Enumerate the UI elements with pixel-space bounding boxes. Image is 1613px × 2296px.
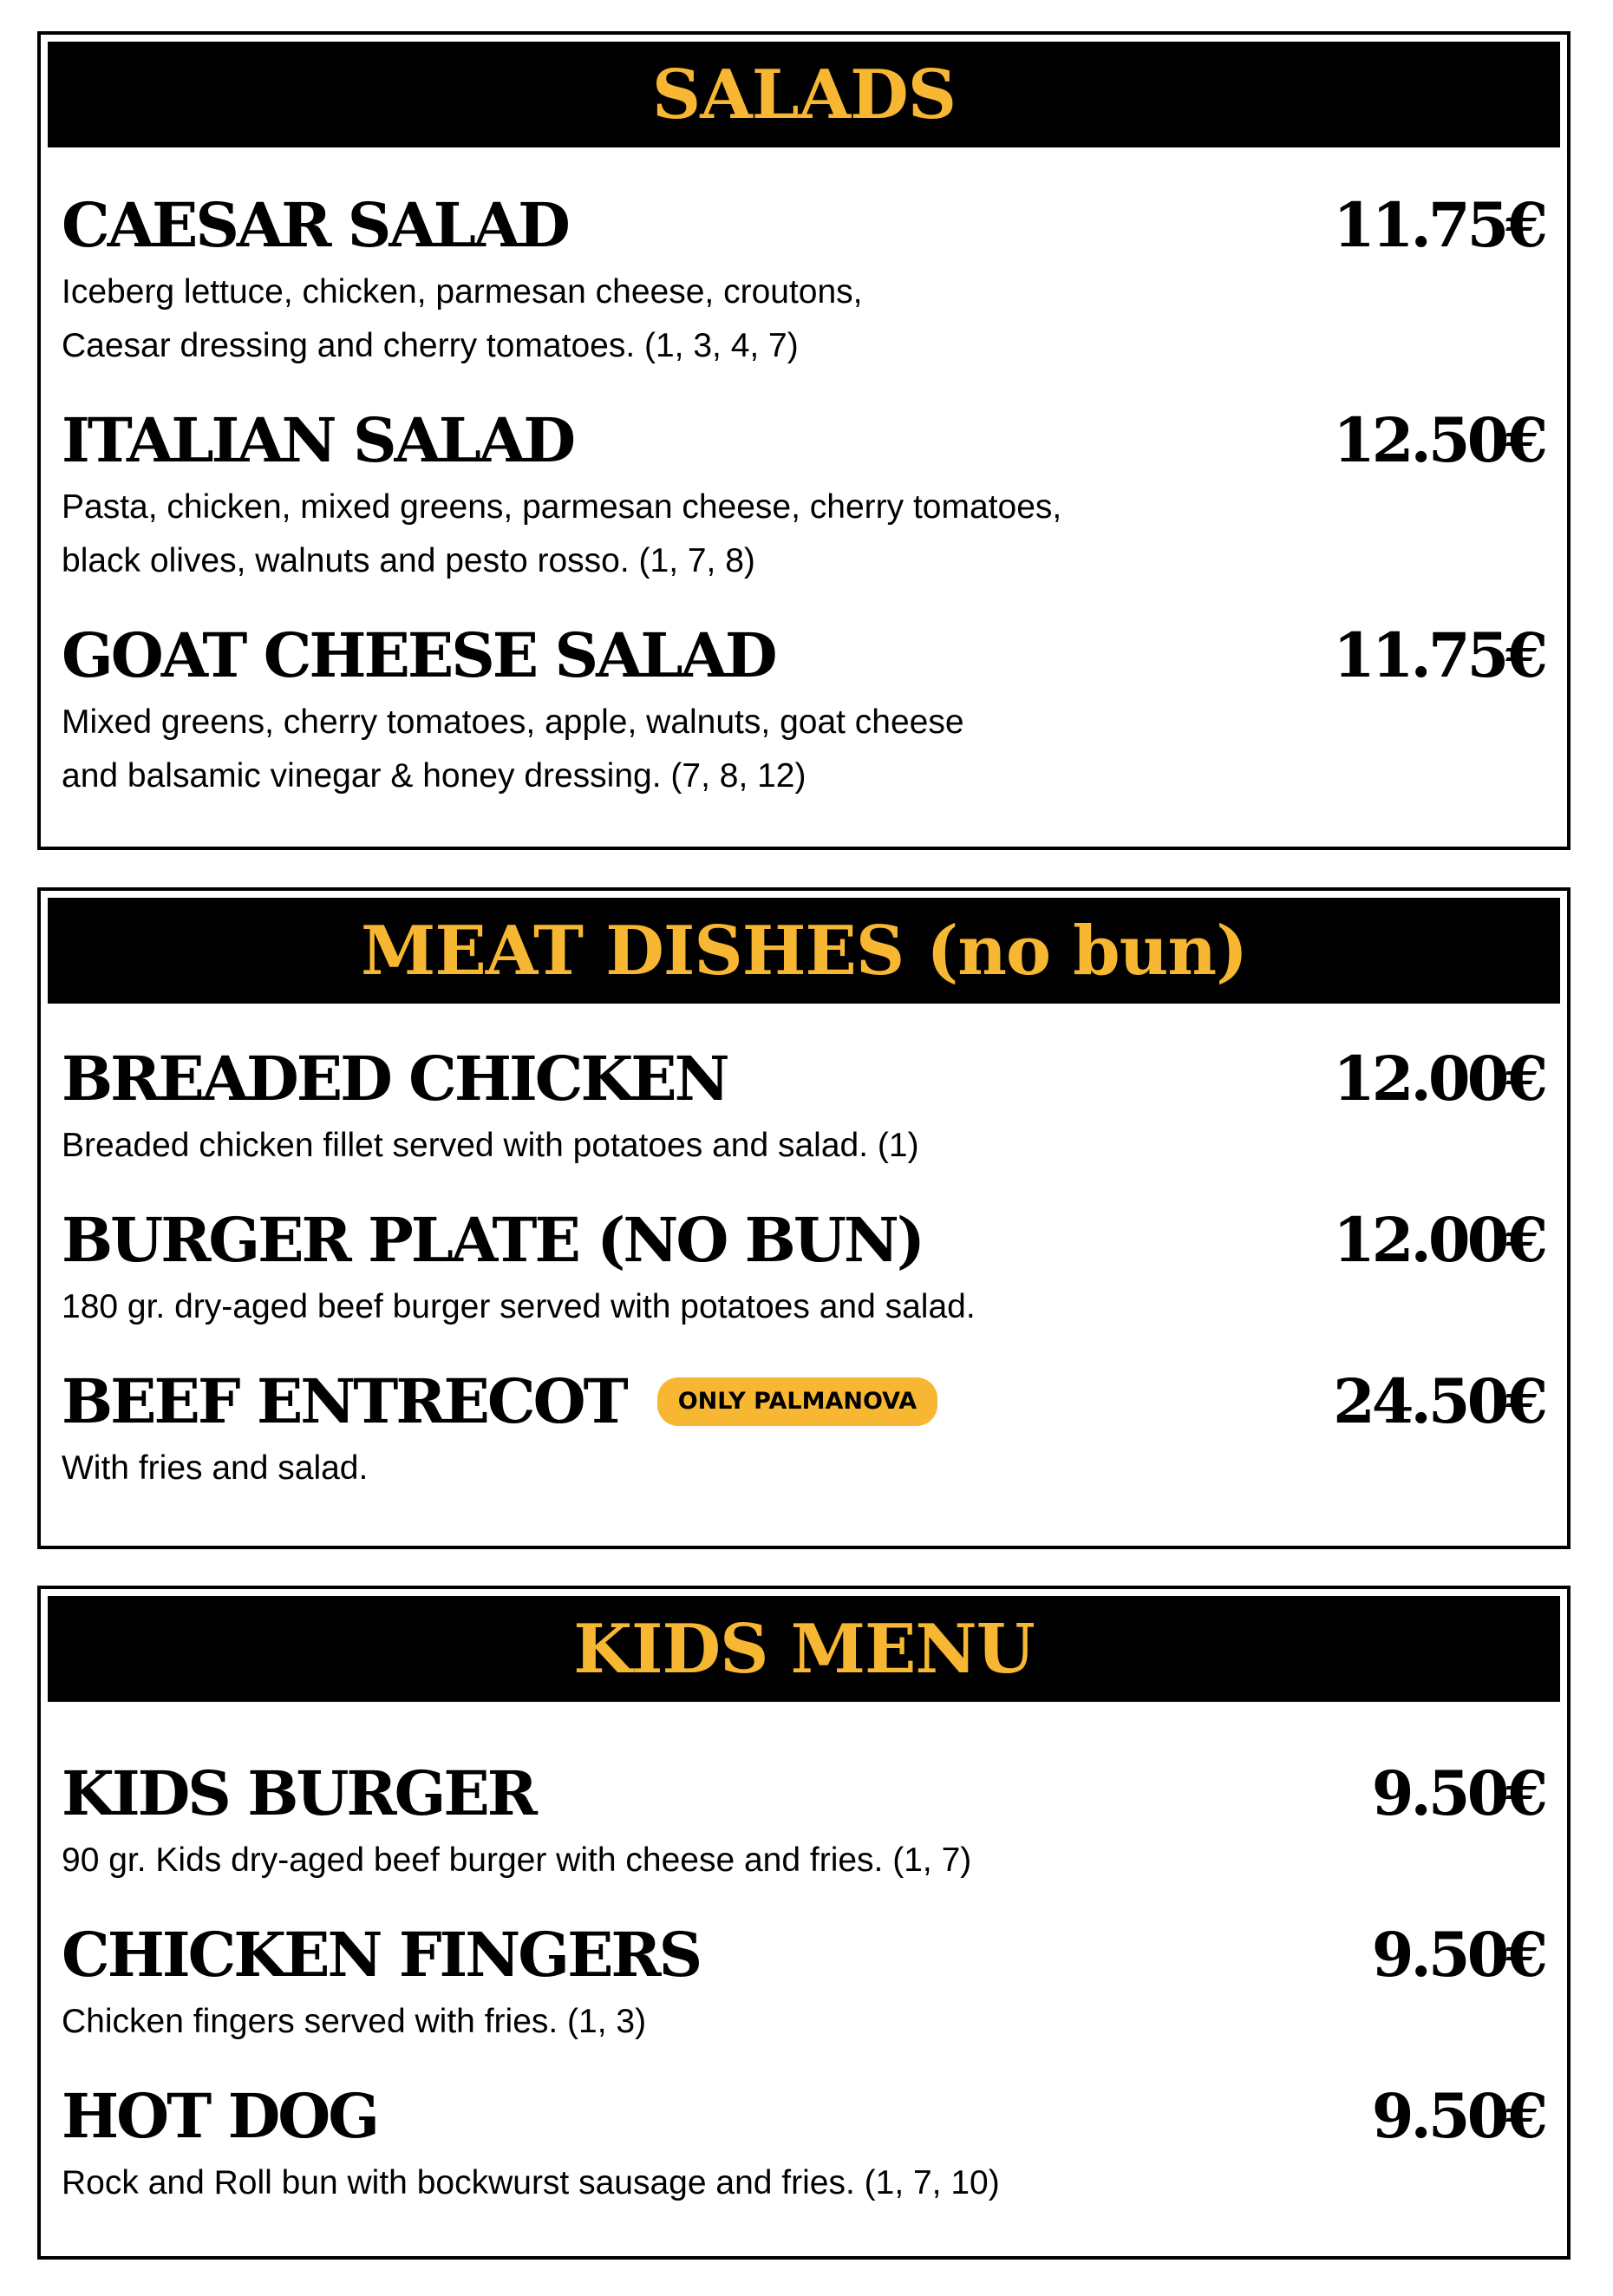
item-description-line: Breaded chicken fillet served with potatoes and salad. (1) bbox=[62, 1127, 919, 1164]
item-description-line: Pasta, chicken, mixed greens, parmesan cheese, cherry tomatoes, bbox=[62, 488, 1062, 526]
item-name: CAESAR SALAD bbox=[62, 189, 568, 261]
item-name: BEEF ENTRECOT bbox=[62, 1365, 626, 1437]
item-price: 11.75€ bbox=[1333, 189, 1544, 261]
menu-item-kids-burger bbox=[62, 1757, 1544, 1887]
item-description bbox=[62, 2156, 1544, 2210]
item-description-line: black olives, walnuts and pesto rosso. (1, 7, 8) bbox=[62, 542, 755, 579]
item-description-line: Caesar dressing and cherry tomatoes. (1, 3, 4, 7) bbox=[62, 327, 799, 364]
section-kids-menu bbox=[37, 1586, 1571, 2260]
menu-item-chicken-fingers bbox=[62, 1919, 1544, 2049]
item-price: 11.75€ bbox=[1333, 619, 1544, 691]
section-title: KIDS MENU bbox=[573, 1609, 1035, 1689]
menu-item-burger-plate bbox=[62, 1204, 1544, 1334]
item-name: BREADED CHICKEN bbox=[62, 1043, 728, 1115]
item-description-line: 90 gr. Kids dry-aged beef burger with cheese and fries. (1, 7) bbox=[62, 1841, 972, 1879]
item-description bbox=[62, 481, 1544, 588]
item-price: 9.50€ bbox=[1371, 2080, 1544, 2152]
item-name: ITALIAN SALAD bbox=[62, 404, 574, 476]
item-description bbox=[62, 1995, 1544, 2049]
item-price: 12.00€ bbox=[1333, 1043, 1544, 1115]
section-meat-dishes bbox=[37, 887, 1571, 1549]
section-header bbox=[48, 42, 1560, 147]
item-description bbox=[62, 1442, 1544, 1495]
item-description bbox=[62, 1119, 1544, 1173]
menu-item-breaded-chicken bbox=[62, 1043, 1544, 1173]
menu-item-italian-salad bbox=[62, 404, 1544, 588]
menu-item-caesar-salad bbox=[62, 189, 1544, 373]
item-name: HOT DOG bbox=[62, 2080, 378, 2152]
menu-item-goat-cheese-salad bbox=[62, 619, 1544, 803]
section-title: SALADS bbox=[651, 55, 957, 134]
item-description bbox=[62, 696, 1544, 803]
item-name: CHICKEN FINGERS bbox=[62, 1919, 701, 1991]
item-description-line: Iceberg lettuce, chicken, parmesan cheese, croutons, bbox=[62, 273, 863, 311]
item-description-line: Rock and Roll bun with bockwurst sausage and fries. (1, 7, 10) bbox=[62, 2164, 1000, 2201]
item-description bbox=[62, 1280, 1544, 1334]
item-price: 9.50€ bbox=[1371, 1757, 1544, 1829]
menu-item-beef-entrecot bbox=[62, 1365, 1544, 1495]
item-name: GOAT CHEESE SALAD bbox=[62, 619, 775, 691]
item-price: 12.50€ bbox=[1333, 404, 1544, 476]
section-header bbox=[48, 1596, 1560, 1702]
section-salads bbox=[37, 31, 1571, 850]
item-description-line: and balsamic vinegar & honey dressing. (7, 8, 12) bbox=[62, 757, 806, 795]
location-badge: ONLY PALMANOVA bbox=[657, 1377, 937, 1426]
item-description-line: Mixed greens, cherry tomatoes, apple, walnuts, goat cheese bbox=[62, 703, 964, 741]
item-name: BURGER PLATE (NO BUN) bbox=[62, 1204, 923, 1276]
item-description-line: 180 gr. dry-aged beef burger served with potatoes and salad. bbox=[62, 1288, 976, 1325]
item-price: 24.50€ bbox=[1333, 1365, 1544, 1437]
item-price: 9.50€ bbox=[1371, 1919, 1544, 1991]
section-header bbox=[48, 898, 1560, 1004]
item-description-line: Chicken fingers served with fries. (1, 3) bbox=[62, 2003, 647, 2040]
item-description-line: With fries and salad. bbox=[62, 1449, 369, 1487]
item-name: KIDS BURGER bbox=[62, 1757, 535, 1829]
item-price: 12.00€ bbox=[1333, 1204, 1544, 1276]
section-title: MEAT DISHES (no bun) bbox=[361, 911, 1247, 991]
item-description bbox=[62, 1834, 1544, 1887]
menu-item-hot-dog bbox=[62, 2080, 1544, 2210]
item-description bbox=[62, 265, 1544, 373]
